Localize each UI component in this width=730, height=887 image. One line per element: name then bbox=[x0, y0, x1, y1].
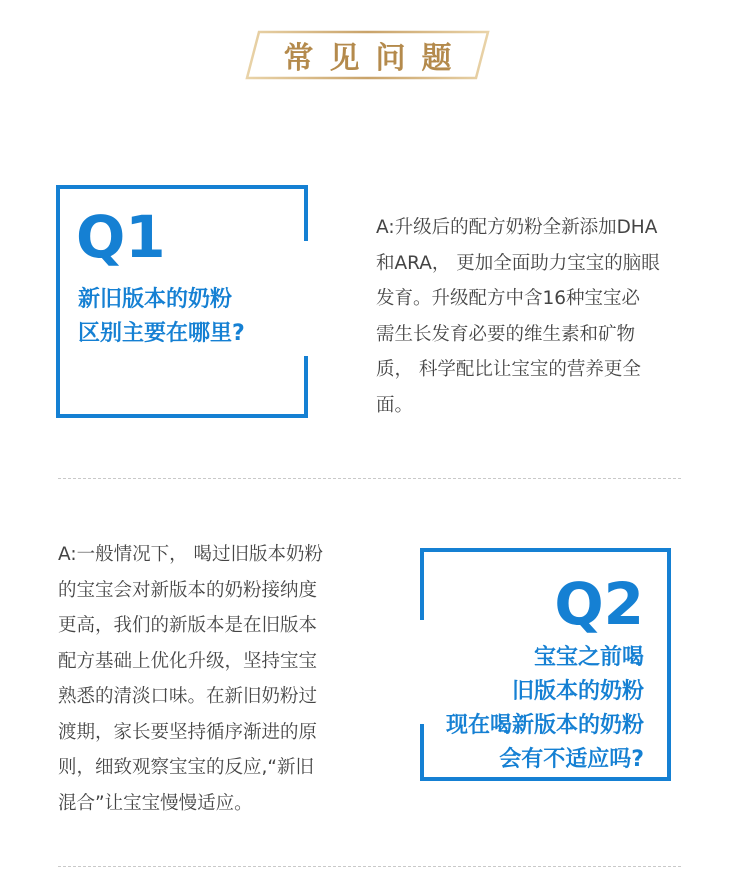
question-number: Q2 bbox=[554, 570, 644, 638]
answer-line: A:一般情况下， 喝过旧版本奶粉 bbox=[58, 544, 323, 565]
box-gap bbox=[413, 620, 427, 724]
answer-line: 混合”让宝宝慢慢适应。 bbox=[58, 792, 253, 814]
answer-line: 更高，我们的新版本是在旧版本 bbox=[58, 615, 318, 636]
divider bbox=[58, 478, 681, 479]
box-gap bbox=[300, 241, 314, 356]
question-line: 会有不适应吗? bbox=[499, 747, 644, 772]
answer-line: 渡期，家长要坚持循序渐进的原 bbox=[58, 721, 318, 743]
answer-line: 熟悉的清淡口味。在新旧奶粉过 bbox=[58, 686, 318, 707]
question-line: 新旧版本的奶粉 bbox=[78, 287, 233, 312]
question-number: Q1 bbox=[76, 203, 166, 271]
answer-line: 发育。升级配方中含16种宝宝必 bbox=[376, 288, 641, 309]
divider bbox=[58, 866, 681, 867]
answer-line: 则，细致观察宝宝的反应,“新旧 bbox=[58, 757, 314, 778]
question-line: 宝宝之前喝 bbox=[533, 645, 644, 670]
question-line: 旧版本的奶粉 bbox=[511, 679, 644, 704]
answer-line: 的宝宝会对新版本的奶粉接纳度 bbox=[58, 579, 318, 601]
answer-text bbox=[58, 537, 323, 821]
section-header bbox=[245, 30, 490, 80]
question-text bbox=[78, 283, 245, 351]
question-text bbox=[446, 641, 644, 777]
answer-line: 面。 bbox=[376, 394, 414, 416]
answer-line: A:升级后的配方奶粉全新添加DHA bbox=[376, 217, 658, 238]
answer-line: 和ARA， 更加全面助力宝宝的脑眼 bbox=[376, 252, 660, 274]
answer-text bbox=[376, 210, 660, 423]
page-title: 常见问题 bbox=[283, 41, 468, 76]
answer-line: 需生长发育必要的维生素和矿物 bbox=[376, 323, 636, 345]
answer-line: 配方基础上优化升级，坚持宝宝 bbox=[58, 650, 318, 672]
question-line: 区别主要在哪里? bbox=[78, 321, 245, 346]
answer-line: 质， 科学配比让宝宝的营养更全 bbox=[376, 359, 641, 380]
question-line: 现在喝新版本的奶粉 bbox=[445, 713, 644, 738]
